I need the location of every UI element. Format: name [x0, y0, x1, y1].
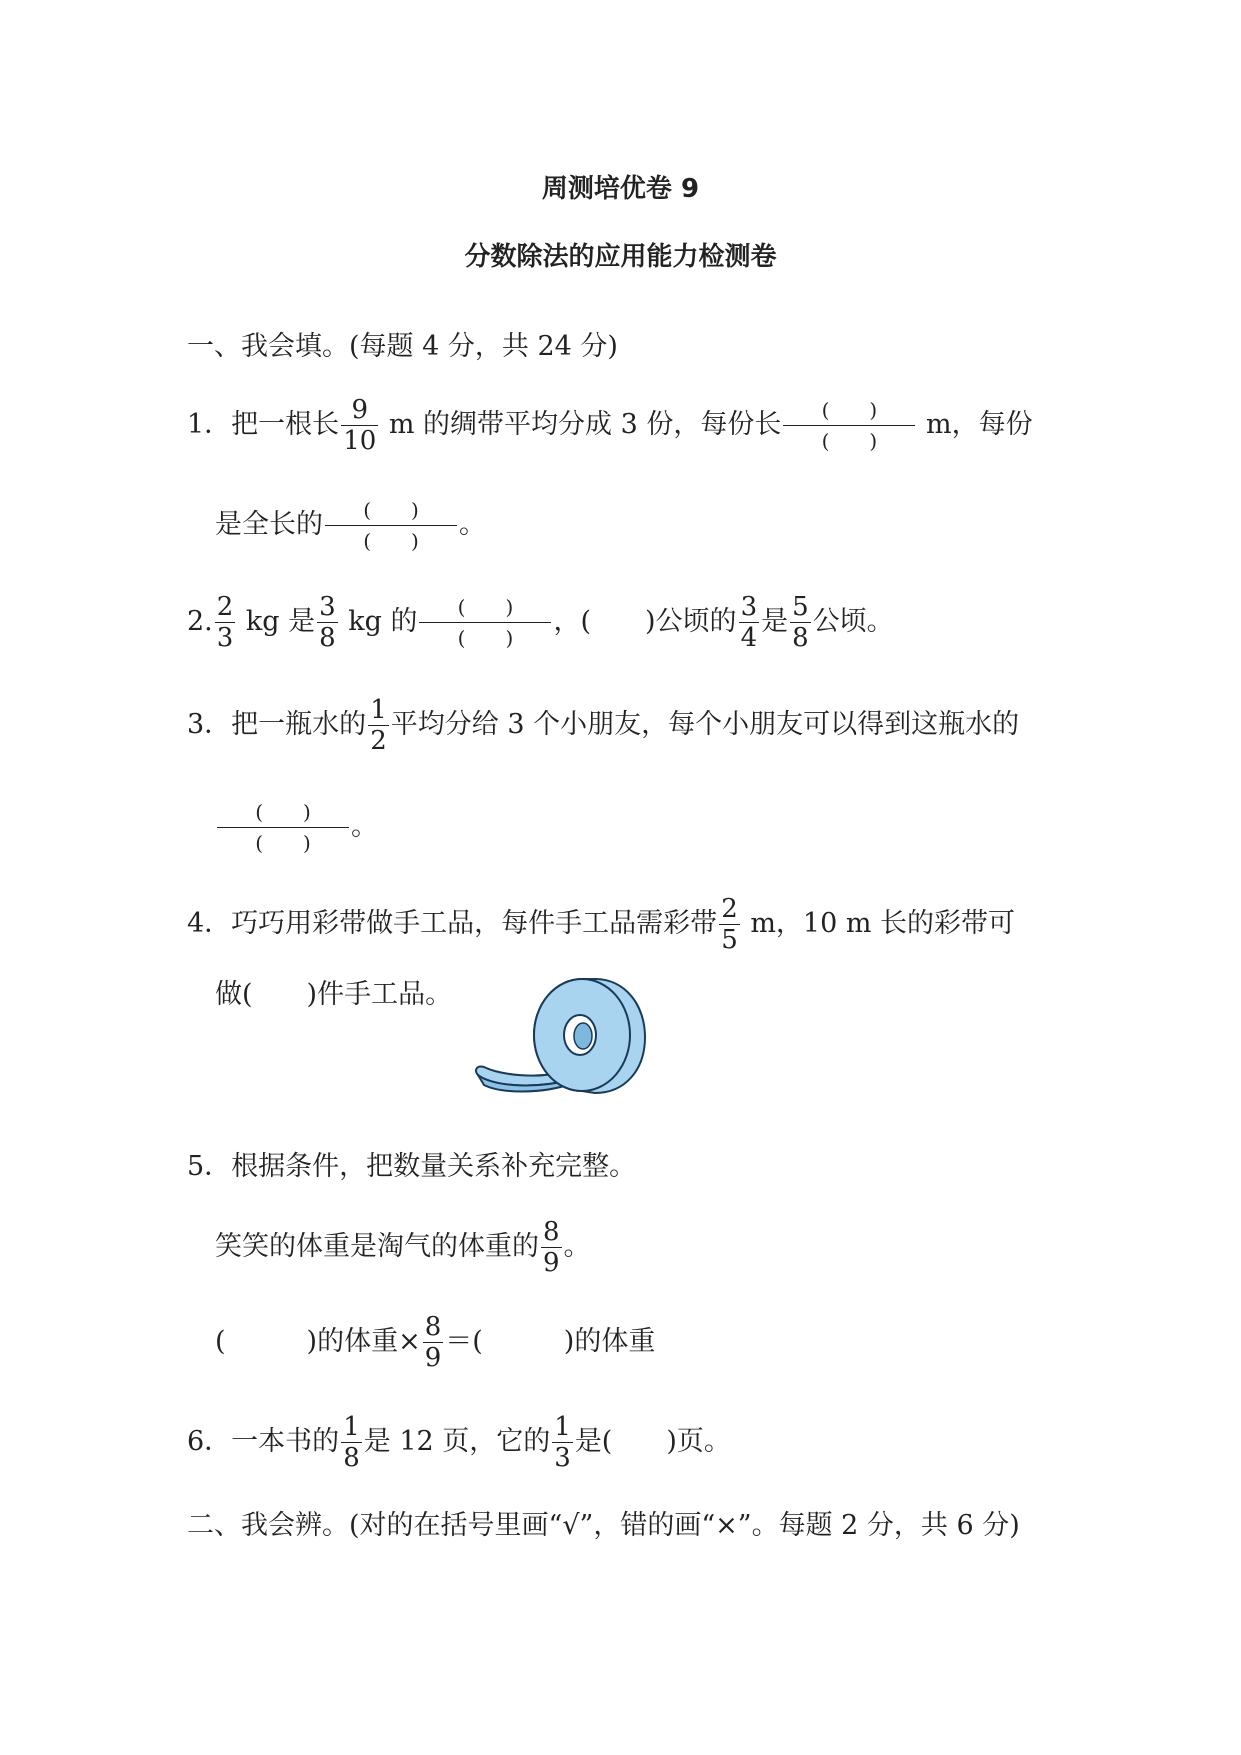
q2-fraction-4: $\frac{5}{8}$ [792, 592, 809, 653]
q1-frac-den: 10 [343, 426, 377, 456]
question-3 [187, 695, 1019, 756]
q4-line2: 做( )件手工品。 [215, 979, 453, 1010]
q3-text-a: 3．把一瓶水的 [187, 709, 367, 740]
question-6 [187, 1412, 731, 1473]
q2-answer-blank[interactable]: $\frac{( )}{( )}$ [419, 592, 551, 653]
q3-answer-blank[interactable]: $\frac{( )}{( )}$ [217, 797, 349, 858]
q6-text-a: 6．一本书的 [187, 1426, 340, 1457]
q5-condition [215, 1217, 591, 1278]
q1-line2-text: 是全长的 [215, 509, 323, 540]
q5-equation [215, 1312, 655, 1373]
q5-condition-end: 。 [563, 1231, 591, 1262]
q1-text-c: m，每份 [917, 409, 1033, 440]
question-1 [187, 395, 1033, 456]
question-4 [187, 894, 1015, 955]
q2-fraction-3: $\frac{3}{4}$ [740, 592, 758, 653]
q5-equation-lead[interactable]: ( )的体重× [215, 1326, 421, 1357]
q6-text-c[interactable]: 是( )页。 [574, 1426, 731, 1457]
q2-text-3: ，( )公顷的 [553, 606, 737, 637]
q1-text-b: m 的绸带平均分成 3 份，每份长 [380, 409, 782, 440]
q2-num: 2. [187, 606, 213, 637]
page-subtitle: 分数除法的应用能力检测卷 [464, 242, 777, 272]
q1-fraction [341, 395, 378, 456]
q6-fraction-1: $\frac{1}{8}$ [343, 1412, 360, 1473]
question-1-line2 [215, 495, 486, 556]
q6-fraction-2: $\frac{1}{3}$ [554, 1412, 571, 1473]
section2-heading: 二、我会辨。(对的在括号里画“√”，错的画“×”。每题 2 分，共 6 分) [187, 1510, 1020, 1541]
q4-text-a: 4．巧巧用彩带做手工品，每件手工品需彩带 [187, 908, 718, 939]
question-5: 5．根据条件，把数量关系补充完整。 [187, 1151, 637, 1182]
q1-answer-blank-2[interactable]: $\frac{( )}{( )}$ [325, 495, 457, 556]
page-title: 周测培优卷 9 [541, 174, 700, 204]
q3-text-b: 平均分给 3 个小朋友，每个小朋友可以得到这瓶水的 [390, 709, 1020, 740]
q5-condition-text: 笑笑的体重是淘气的体重的 [215, 1231, 539, 1262]
q2-fraction-2: $\frac{3}{8}$ [319, 592, 336, 653]
q1-line2-end: 。 [459, 509, 486, 540]
q2-fraction-1: $\frac{2}{3}$ [216, 592, 234, 653]
question-3-line2 [215, 797, 378, 858]
q2-text-4: 是 [761, 606, 789, 637]
q6-text-b: 是 12 页，它的 [363, 1426, 551, 1457]
q4-fraction: $\frac{2}{5}$ [721, 894, 738, 955]
q4-text-b: m，10 m 长的彩带可 [741, 908, 1016, 939]
q5-equation-fraction: $\frac{8}{9}$ [424, 1312, 442, 1373]
q1-answer-blank-1[interactable]: $\frac{( )}{( )}$ [783, 395, 915, 456]
section1-heading: 一、我会填。(每题 4 分，共 24 分) [187, 331, 618, 362]
question-2 [187, 592, 894, 653]
ribbon-roll-illustration [470, 975, 650, 1105]
q1-frac-num: 9 [351, 395, 368, 425]
q5-condition-fraction: $\frac{8}{9}$ [543, 1217, 560, 1278]
q3-end: 。 [351, 811, 378, 842]
q2-text-2: kg 的 [339, 606, 418, 637]
q1-text-a: 1．把一根长 [187, 409, 340, 440]
q2-text-1: kg 是 [237, 606, 316, 637]
q3-fraction: $\frac{1}{2}$ [370, 695, 387, 756]
q2-text-5: 公顷。 [812, 606, 894, 637]
q5-equation-end[interactable]: ＝( )的体重 [445, 1326, 656, 1357]
